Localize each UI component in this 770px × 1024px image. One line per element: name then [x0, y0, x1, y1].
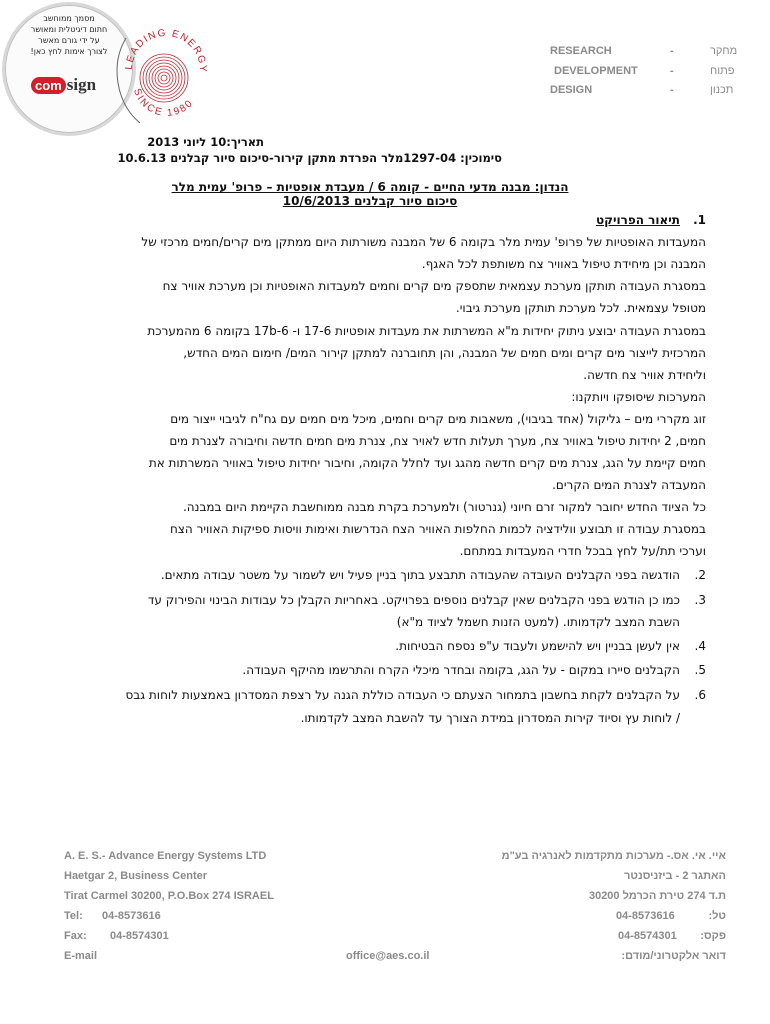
paragraph-line: וליחידת אוויר צח חדשה. [583, 368, 706, 382]
comsign-logo-com: com [31, 77, 66, 94]
section-title: תיאור הפרויקט [596, 213, 680, 227]
footer-email-link[interactable]: office@aes.co.il [346, 950, 430, 962]
service-he: מחקר [710, 45, 738, 57]
comsign-logo-sign: sign [66, 75, 97, 94]
paragraph-line: המעבדה לצנרת המים הקרים. [552, 478, 706, 492]
item-continuation: השבת המצב לקדמותו. (למעט הזנות חשמל לציוד מ"א) [396, 615, 680, 629]
footer-address-en: Haetgar 2, Business Center [64, 870, 208, 882]
item-text: על הקבלנים לקחת בחשבון בתמחור הצעתם כי העבודה כוללת הגנה על רצפת המסדרון באמצעות לוחות גבס [125, 688, 680, 702]
item-text: הודגשה בפני הקבלנים העובדה שהעבודה תתבצע בתוך בניין פעיל ויש לשמור על משטר עבודה מתאים. [160, 568, 680, 582]
footer-fax-label: Fax: [64, 930, 87, 942]
item-text: כמו כן הודגש בפני הקבלנים שאין קבלנים נוספים בפרויקט. באחריות הקבלן כל עבודות הבינוי והפירוק עד [147, 593, 680, 607]
item-continuation: / לוחות עץ וסיוד קירות המסדרון במידת הצורך עד להשבת המצב לקדמותו. [300, 711, 680, 725]
section-number: 1. [693, 213, 706, 227]
paragraph-line: חמים, 2 יחידות טיפול באוויר צח, מערך תעלות חדש לאויר צח, צנרת מים חמים חדשה וחיבורה לצנרת מים [169, 434, 706, 448]
footer-fax-label-he: פקס: [700, 930, 726, 942]
paragraph-line: המערכות שיסופקו ויותקנו: [571, 390, 706, 404]
footer-fax: 04-8574301 [110, 930, 169, 942]
item-number: 3. [694, 593, 706, 607]
item-number: 6. [694, 688, 706, 702]
paragraph-line: במסגרת העבודה יבוצע ניתוק יחידות מ"א המשרתות את מעבדות אופטיות 17-6 ו- 17b-6 בקומה 6 מהמערכת [147, 324, 706, 338]
paragraph-line: המרכזית לייצור מים קרים ומים חמים של המבנה, והן תחוברנה למתקן קירור המים/ חימום המים החדש, [183, 346, 706, 360]
stamp-line: על ידי גורם מאשר [38, 36, 100, 45]
paragraph-line: מטופל עצמאית. לכל מערכת תותקן מערכת גיבוי. [455, 301, 706, 315]
footer-email-label-he: דואר אלקטרוני/מודם: [621, 950, 726, 962]
service-dash: - [670, 45, 674, 57]
document-subject: הנדון: מבנה מדעי החיים - קומה 6 / מעבדת אופטיות – פרופ' עמית מלר [171, 180, 569, 194]
service-en: DESIGN [550, 84, 593, 96]
item-number: 4. [694, 639, 706, 653]
footer-company-he: איי. אי. אס.- מערכות מתקדמות לאנרגיה בע"מ [501, 850, 726, 862]
paragraph-line: במסגרת עבודה זו תבוצע וולידציה לכמות החלפות האוויר הצח הנדרשות ואימות וויסות ספיקות האוויר הצח [169, 522, 706, 536]
service-dash: - [670, 84, 674, 96]
stamp-line: מסמך ממוחשב [43, 14, 95, 23]
stamp-line: חתום דיגיטלית ומאושר [30, 25, 108, 34]
footer-address-he: האתגר 2 - ביזניסנטר [624, 870, 726, 882]
list-item [56, 592, 706, 608]
comsign-logo [31, 75, 96, 95]
stamp-text [15, 13, 123, 57]
paragraph-line: וערכי תת/על לחץ בבכל חדרי המעבדות במתחם. [459, 544, 706, 558]
header-services [550, 45, 740, 105]
item-number: 2. [694, 568, 706, 582]
document-reference: סימוכין: 1297-04מלר הפרדת מתקן קירור-סיכום סיור קבלנים 10.6.13 [117, 151, 502, 165]
logo-rings-icon [140, 54, 188, 102]
footer-tel-he: 04-8573616 [616, 910, 675, 922]
service-he: פתוח [710, 65, 735, 77]
paragraph-line: זוג מקררי מים – גליקול (אחד בגיבוי), משאבות מים קרים וחמים, מיכל מים חמים עם גח"ח לגיבוי ייצור מים [170, 412, 706, 426]
paragraph-line: המעבדות האופטיות של פרופ' עמית מלר בקומה 6 של המבנה משורתות היום ממתקן מים קרים/חמים מרכזי של [141, 235, 706, 249]
document-subject-2: סיכום סיור קבלנים 10/6/2013 [282, 194, 458, 208]
logo-arc-top: LEADING ENERGY [123, 28, 209, 74]
service-en: RESEARCH [550, 45, 612, 57]
service-en: DEVELOPMENT [554, 65, 638, 77]
item-number: 5. [694, 663, 706, 677]
paragraph-line: המבנה וכן מיחידת טיפול באוויר צח משותפת לכל האגף. [421, 257, 706, 271]
footer-company-en: A. E. S.- Advance Energy Systems LTD [64, 850, 267, 862]
company-logo [112, 28, 230, 128]
paragraph-line: חמים קיימת על הגג, צנרת מים קרים חדשה מהגג ועד לחלל הקומה, וחיבור יחידות טיפול באוויר המשרתות את [148, 456, 706, 470]
section-1-heading [56, 212, 706, 228]
stamp-line: לצורך אימות לחץ כאן! [30, 47, 108, 56]
footer-city-en: Tirat Carmel 30200, P.O.Box 274 ISRAEL [64, 890, 274, 902]
list-item [56, 567, 706, 583]
footer-city-he: ת.ד 274 טירת הכרמל 30200 [588, 890, 726, 902]
logo-arc-bottom: SINCE 1980 [130, 87, 197, 120]
list-item [56, 638, 706, 654]
svg-text:LEADING ENERGY [124, 28, 208, 73]
footer-tel: 04-8573616 [102, 910, 161, 922]
item-text: הקבלנים סיירו במקום - על הגג, בקומה ובחדר מיכלי הקרח והתרשמו מהיקף העבודה. [242, 663, 680, 677]
footer-fax-he: 04-8574301 [618, 930, 677, 942]
footer-tel-label-he: טל: [708, 910, 726, 922]
service-dash: - [670, 65, 674, 77]
svg-text:SINCE 1980 [131, 87, 196, 119]
paragraph-line: כל הציוד החדש יחובר למקור זרם חיוני (גנרטור) ולמערכת בקרת מבנה ממוחשבת הקיימת היום במבנה. [182, 500, 706, 514]
footer-email-label: E-mail [64, 950, 98, 962]
footer-tel-label: Tel: [64, 910, 83, 922]
list-item [56, 687, 706, 703]
item-text: אין לעשן בבניין ויש להישמע ולעבוד ע"פ נספח הבטיחות. [395, 639, 680, 653]
list-item [56, 662, 706, 678]
document-date: תאריך:10 ליוני 2013 [147, 135, 264, 149]
service-he: תכנון [710, 84, 734, 96]
paragraph-line: במסגרת העבודה תותקן מערכת עצמאית שתספק מים קרים וחמים למעבדות האופטיות וכן מערכת אוויר צח [162, 279, 706, 293]
